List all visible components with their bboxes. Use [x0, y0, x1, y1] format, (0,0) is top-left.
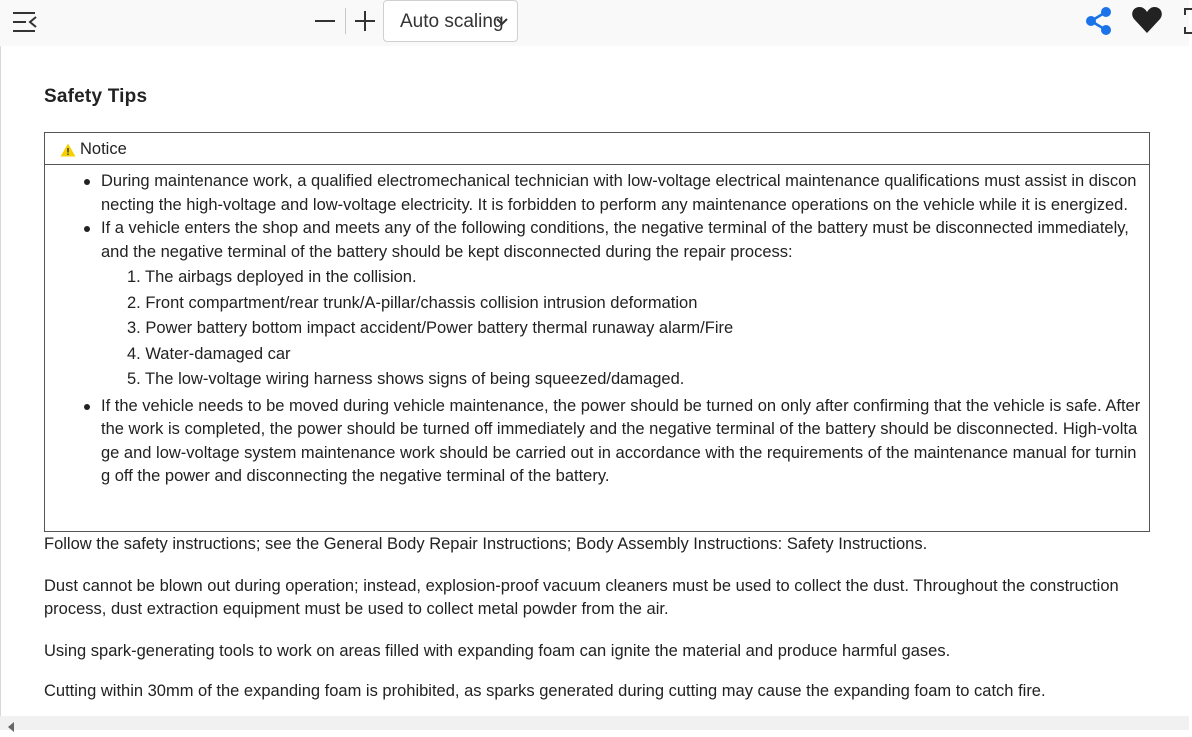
- horizontal-scrollbar[interactable]: [0, 716, 1189, 730]
- condition-item: 1. The airbags deployed in the collision.: [127, 268, 417, 286]
- chevron-down-icon: [495, 15, 509, 29]
- bullet-text: If the vehicle needs to be moved during vehicle maintenance, the power should be turned on only after confirming that the vehicle is safe. After the work is completed, the power should be turned off immediately and the negative terminal of the battery should be disconnected. High-voltage and low-voltage system maintenance work should be carried out in accordance with the requirements of the maintenance manual for turning off the power and disconnecting the negative terminal of the battery.: [101, 396, 1141, 485]
- viewer-toolbar: [0, 0, 1189, 46]
- list-item: [81, 395, 1141, 489]
- list-item: [81, 217, 1141, 393]
- plus-icon[interactable]: [352, 8, 378, 34]
- share-icon[interactable]: [1082, 5, 1116, 37]
- condition-list: [101, 265, 1141, 393]
- sidebar-toggle-icon[interactable]: [12, 10, 38, 34]
- notice-label: Notice: [80, 140, 127, 158]
- list-item: [81, 170, 1141, 217]
- bullet-text: If a vehicle enters the shop and meets any of the following conditions, the negative terminal of the battery must be disconnected immediately, and the negative terminal of the battery should be kept disconnected during the repair process:: [101, 219, 1129, 261]
- warning-icon: [60, 143, 76, 162]
- condition-item: 2. Front compartment/rear trunk/A-pillar/chassis collision intrusion deformation: [127, 293, 698, 312]
- scroll-left-icon[interactable]: [6, 719, 16, 737]
- zoom-scale-value: Auto scaling: [400, 11, 504, 32]
- fullscreen-icon[interactable]: [1178, 6, 1192, 36]
- condition-item: 5. The low-voltage wiring harness shows signs of being squeezed/damaged.: [127, 370, 685, 388]
- page-border: [0, 46, 1, 716]
- bullet-text: During maintenance work, a qualified electromechanical technician with low-voltage electrical maintenance qualifications must assist in disconnecting the high-voltage and low-voltage electricity. It is forbidden to perform any maintenance operations on the vehicle while it is energized.: [101, 172, 1137, 214]
- page-title: Safety Tips: [44, 86, 148, 107]
- paragraph: Using spark-generating tools to work on areas filled with expanding foam can ignite the material and produce harmful gases.: [44, 642, 951, 660]
- condition-item: 4. Water-damaged car: [127, 344, 291, 363]
- paragraph: Dust cannot be blown out during operation; instead, explosion-proof vacuum cleaners must be used to collect the dust. Throughout the construction process, dust extraction equipment must be used to collect metal powder from the air.: [44, 577, 1119, 618]
- notice-header: [45, 133, 1149, 165]
- minus-icon[interactable]: [312, 8, 338, 34]
- heart-icon[interactable]: [1130, 4, 1164, 36]
- notice-list: [81, 170, 1141, 489]
- notice-box: [44, 132, 1150, 532]
- zoom-scale-select[interactable]: [383, 0, 518, 42]
- paragraph: Cutting within 30mm of the expanding foam is prohibited, as sparks generated during cutting may cause the expanding foam to catch fire.: [44, 682, 1046, 700]
- toolbar-separator: [345, 8, 346, 34]
- paragraph: Follow the safety instructions; see the General Body Repair Instructions; Body Assembly Instructions: Safety Instructions.: [44, 535, 928, 553]
- condition-item: 3. Power battery bottom impact accident/Power battery thermal runaway alarm/Fire: [127, 319, 734, 337]
